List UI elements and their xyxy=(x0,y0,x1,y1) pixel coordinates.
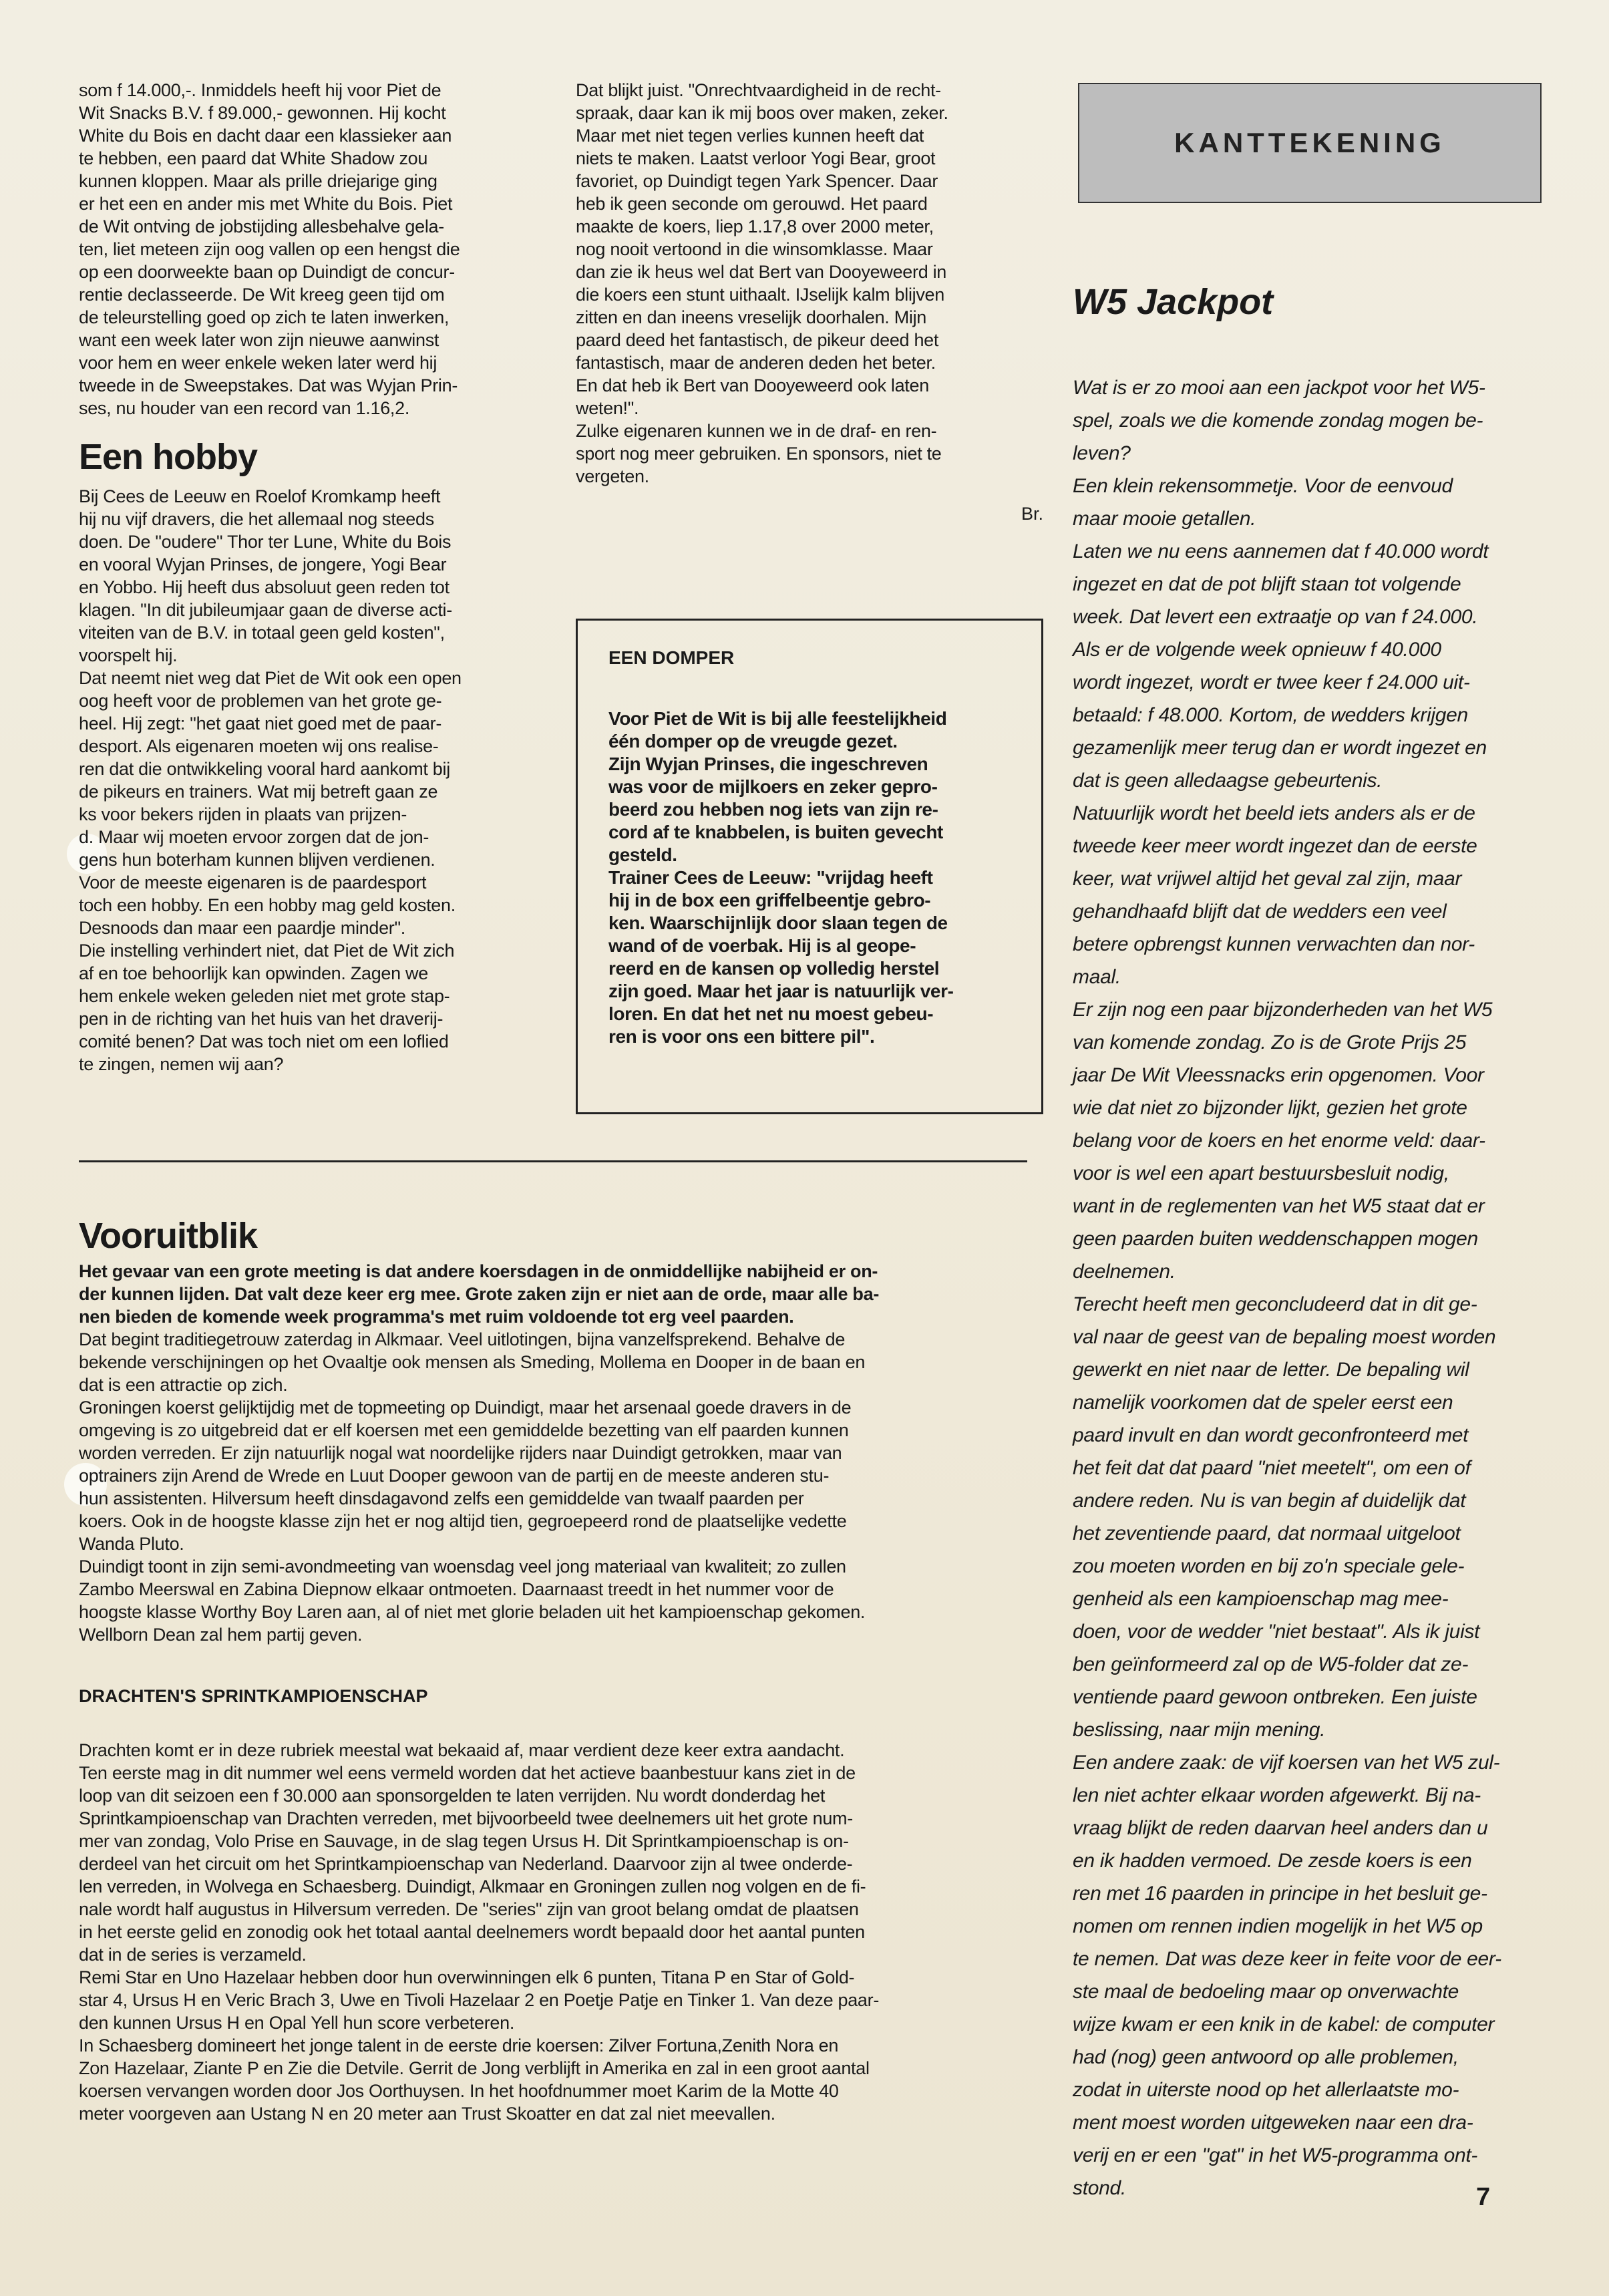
column-body: Wat is er zo mooi aan een jackpot voor het W5- spel, zoals we die komende zondag mogen be- leven? Een klein rekensommetje. Voor de eenvoud maar mooie getallen. Laten we nu eens aannemen dat f 40.000 wordt ingezet en dat de pot blijft staan tot volgende week. Dat levert een extraatje op van f 24.000. Als er de volgende week opnieuw f 40.000 wordt ingezet, wordt er twee keer f 24.000 uit- betaald: f 48.000. Kortom, de wedders krijgen gezamenlijk meer terug dan er wordt ingezet en dat is geen alledaagse gebeurtenis. Natuurlijk wordt het beeld iets anders als er de tweede keer meer wordt ingezet dan de eerste keer, wat vrijwel altijd het geval zal zijn, maar gehandhaafd blijft dat de wedders een veel betere opbrengst kunnen verwachten dan nor- maal. Er zijn nog een paar bijzonderheden van het W5 van komende zondag. Zo is de Grote Prijs 25 jaar De Wit Vleessnacks erin opgenomen. Voor wie dat niet zo bijzonder lijkt, gezien het grote belang voor de koers en het enorme veld: daar- voor is wel een apart bestuursbesluit nodig, want in de reglementen van het W5 staat dat er geen paarden buiten weddenschappen mogen deelnemen. Terecht heeft men geconcludeerd dat in dit ge- val naar de geest van de bepaling moest worden gewerkt en niet naar de letter. De bepaling wil namelijk voorkomen dat de speler eerst een paard invult en dan wordt geconfronteerd met het feit dat dat paard "niet meetelt", om een of andere reden. Nu is van begin af duidelijk dat het zeventiende paard, dat normaal uitgeloot zou moeten worden en bij zo'n speciale gele- genheid als een kampioenschap mag mee- doen, voor de wedder "niet bestaat". Als ik juist ben geïnformeerd zal op de W5-folder dat ze- ventiende paard gewoon ontbreken. Een juiste beslissing, naar mijn mening. Een andere zaak: de vijf koersen van het W5 zul- len niet achter elkaar worden afgewerkt. Bij na- vraag blijkt de reden daarvan heel anders dan u en ik hadden vermoed. De zesde koers is een ren met 16 paarden in principe in het besluit ge- nomen om rennen indien mogelijk in het W5 op te nemen. Dat was deze keer in feite voor de eer- ste maal de bedoeling maar op onverwachte wijze kwam er een knik in de kabel: de computer had (nog) geen antwoord op alle problemen, zodat in uiterste nood op het allerlaatste mo- ment moest worden uitgeweken naar een dra- verij en er een "gat" in het W5-programma ont- stond. xyxy=(1073,377,1501,2199)
page-number: 7 xyxy=(1476,2183,1491,2211)
section-heading-vooruitblik: Vooruitblik xyxy=(79,1216,257,1256)
box-title: EEN DOMPER xyxy=(608,647,735,668)
column-title: W5 Jackpot xyxy=(1073,282,1274,322)
section-body-drachten: Drachten komt er in deze rubriek meestal wat bekaaid af, maar verdient deze keer extra aandacht. Ten eerste mag in dit nummer wel eens vermeld worden dat het actieve baanbestuur kans ziet in de loop van dit seizoen een f 30.000 aan sponsorgelden te laten verrijden. Nu wordt donderdag het Sprintkampioenschap van Drachten verreden, met bijvoorbeeld twee deelnemers uit het grote num- mer van zondag, Volo Prise en Sauvage, in de slag tegen Ursus H. Dit Sprintkampioenschap is on- derdeel van het circuit om het Sprintkampioenschap van Nederland. Daarvoor zijn al twee onderde- len verreden, in Wolvega en Schaesberg. Duindigt, Alkmaar en Groningen zullen nog volgen en de fi- nale wordt half augustus in Hilversum verreden. De "series" zijn van groot belang omdat de plaatsen in het eerste gelid en zonodig ook het totaal aantal deelnemers wordt bepaald door het aantal punten dat in de series is verzameld. Remi Star en Uno Hazelaar hebben door hun overwinningen elk 6 punten, Titana P en Star of Gold- star 4, Ursus H en Veric Brach 3, Uwe en Tivoli Hazelaar 2 en Poetje Patje en Tinker 1. Van deze paar- den kunnen Ursus H en Opal Yell hun score verbeteren. In Schaesberg domineert het jonge talent in de eerste drie koersen: Zilver Fortuna,Zenith Nora en Zon Hazelaar, Ziante P en Zie die Detvile. Gerrit de Jong verblijft in Amerika en zal in een groot aantal koersen vervangen worden door Jos Oorthuysen. In het hoofdnummer moet Karim de la Motte 40 meter voorgeven aan Ustang N en 20 meter aan Trust Skoatter en dat zal niet meevallen. xyxy=(79,1740,880,2124)
column-left xyxy=(79,79,540,1076)
column-middle xyxy=(576,79,1043,524)
section-body: Dat begint traditiegetrouw zaterdag in Alkmaar. Veel uitlotingen, bijna vanzelfsprekend. Behalve de bekende verschijningen op het Ovaaltje ook mensen als Smeding, Mollema en Dooper in de baan en dat is een attractie op zich. Groningen koerst gelijktijdig met de topmeeting op Duindigt, maar het arsenaal goede dravers in de omgeving is zo uitgebreid dat er elf koersen met een gemiddelde bezetting van elf paarden kunnen worden verreden. Er zijn natuurlijk nogal wat noordelijke rijders naar Duindigt getrokken, maar van optrainers zijn Arend de Wrede en Luut Dooper gewoon van de partij en de meeste anderen stu- hun assistenten. Hilversum heeft dinsdagavond zelfs een gemiddelde van twaalf paarden per koers. Ook in de hoogste klasse zijn het er nog altijd tien, gegroepeerd rond de plaatselijke vedette Wanda Pluto. Duindigt toont in zijn semi-avondmeeting van woensdag veel jong materiaal van kwaliteit; zo zullen Zambo Meerswal en Zabina Diepnow elkaar ontmoeten. Daarnaast treedt in het nummer voor de hoogste klasse Worthy Boy Laren aan, al of niet met glorie beladen uit het kampioenschap gekomen. Wellborn Dean zal hem partij geven. xyxy=(79,1329,866,1645)
article-continuation: Dat blijkt juist. "Onrechtvaardigheid in de recht- spraak, daar kan ik mij boos over maken, zeker. Maar met niet tegen verlies kunnen heeft dat niets te maken. Laatst verloor Yogi Bear, groot favoriet, op Duindigt tegen Yark Spencer. Daar heb ik geen seconde om gerouwd. Het paard maakte de koers, liep 1.17,8 over 2000 meter, nog nooit vertoond in die winsomklasse. Maar dan zie ik heus wel dat Bert van Dooyeweerd in die koers een stunt uithaalt. IJselijk kalm blijven zitten en dan ineens vreselijk doorhalen. Mijn paard deed het fantastisch, de pikeur deed het fantastisch, maar de anderen deden het beter. En dat heb ik Bert van Dooyeweerd ook laten weten!". Zulke eigenaren kunnen we in de draf- en ren- sport nog meer gebruiken. En sponsors, niet te vergeten. xyxy=(576,80,948,486)
subheading-drachten: DRACHTEN'S SPRINTKAMPIOENSCHAP xyxy=(79,1686,428,1706)
section-lead: Het gevaar van een grote meeting is dat andere koersdagen in de onmiddellijke nabijheid er on- der kunnen lijden. Dat valt deze keer erg mee. Grote zaken zijn er niet aan de orde, maar alle ba- nen bieden de komende week programma's met ruim voldoende tot erg veel paarden. xyxy=(79,1261,880,1327)
sidebar-box-een-domper xyxy=(576,619,1043,1114)
article-intro: som f 14.000,-. Inmiddels heeft hij voor Piet de Wit Snacks B.V. f 89.000,- gewonnen. Hij kocht White du Bois en dacht daar een klassieker aan te hebben, een paard dat White Shadow zou kunnen kloppen. Maar als prille driejarige ging er het een en ander mis met White du Bois. Piet de Wit ontving de jobstijding allesbehalve gela- ten, liet meteen zijn oog vallen op een hengst die op een doorweekte baan op Duindigt de concur- rentie declasseerde. De Wit kreeg geen tijd om de teleurstelling goed op zich te laten inwerken, want een week later won zijn nieuwe aanwinst voor hem en weer enkele weken later werd hij tweede in de Sweepstakes. Dat was Wyjan Prin- ses, nu houder van een record van 1.16,2. xyxy=(79,80,460,418)
column-label: KANTTEKENING xyxy=(1174,127,1445,158)
column-right xyxy=(1073,83,1554,2204)
section-heading-een-hobby: Een hobby xyxy=(79,437,258,477)
box-body: Voor Piet de Wit is bij alle feestelijkheid één domper op de vreugde gezet. Zijn Wyjan Prinses, die ingeschreven was voor de mijlkoers en zeker gepro- beerd zou hebben nog iets van zijn re- cord af te knabbelen, is buiten gevecht gesteld. Trainer Cees de Leeuw: "vrijdag heeft hij in de box een griffelbeentje gebro- ken. Waarschijnlijk door slaan tegen de wand of de voerbak. Hij is al geope- reerd en de kansen op volledig herstel zijn goed. Maar het jaar is natuurlijk ver- loren. En dat het net nu moest gebeu- ren is voor ons een bittere pil". xyxy=(608,708,954,1047)
section-vooruitblik xyxy=(79,1214,1047,2125)
author-signoff: Br. xyxy=(1021,504,1043,524)
section-divider xyxy=(79,1160,1027,1162)
article-body: Bij Cees de Leeuw en Roelof Kromkamp heeft hij nu vijf dravers, die het allemaal nog steeds doen. De "oudere" Thor ter Lune, White du Bois en vooral Wyjan Prinses, de jongere, Yogi Bear en Yobbo. Hij heeft dus absoluut geen reden tot klagen. "In dit jubileumjaar gaan de diverse acti- viteiten van de B.V. in totaal geen geld kosten", voorspelt hij. Dat neemt niet weg dat Piet de Wit ook een open oog heeft voor de problemen van het grote ge- heel. Hij zegt: "het gaat niet goed met de paar- desport. Als eigenaren moeten wij ons realise- ren dat die ontwikkeling vooral hard aankomt bij de pikeurs en trainers. Wat mij betreft gaan ze ks voor bekers rijden in plaats van prijzen- d. Maar wij moeten ervoor zorgen dat de jon- gens hun boterham kunnen blijven verdienen. Voor de meeste eigenaren is de paardesport toch een hobby. En een hobby mag geld kosten. Desnoods dan maar een paardje minder". Die instelling verhindert niet, dat Piet de Wit zich af en toe behoorlijk kan opwinden. Zagen we hem enkele weken geleden niet met grote stap- pen in de richting van het huis van het draverij- comité benen? Dat was toch niet om een loflied te zingen, nemen wij aan? xyxy=(79,486,462,1074)
column-label-box xyxy=(1078,83,1542,203)
